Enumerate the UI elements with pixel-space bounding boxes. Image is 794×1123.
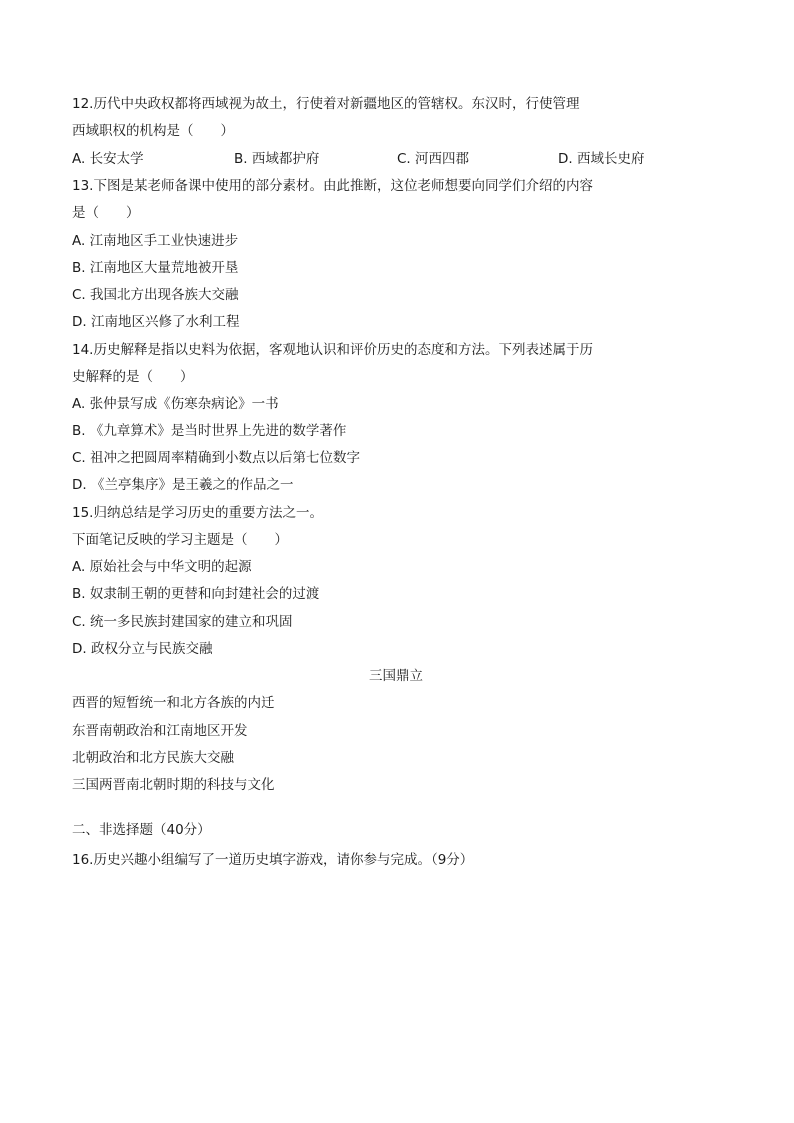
q13-stem-line1: 13.下图是某老师备课中使用的部分素材。由此推断，这位老师想要向同学们介绍的内容 [72, 178, 593, 194]
q14-option-b: B. 《九章算术》是当时世界上先进的数学著作 [72, 423, 347, 439]
q13-option-b: B. 江南地区大量荒地被开垦 [72, 260, 239, 276]
q13-option-c: C. 我国北方出现各族大交融 [72, 287, 239, 303]
q14-option-c: C. 祖冲之把圆周率精确到小数点以后第七位数字 [72, 450, 361, 466]
q12-option-c: C. 河西四郡 [397, 151, 470, 167]
q14-stem-line2: 史解释的是（ ） [72, 369, 194, 385]
q15-stem-line2: 下面笔记反映的学习主题是（ ） [72, 532, 288, 548]
q14-option-d: D. 《兰亭集序》是王羲之的作品之一 [72, 477, 294, 493]
q14-option-a: A. 张仲景写成《伤寒杂病论》一书 [72, 396, 279, 412]
notes-item: 西晋的短暂统一和北方各族的内迁 [72, 695, 275, 711]
q13-stem-line2: 是（ ） [72, 205, 140, 221]
q15-option-d: D. 政权分立与民族交融 [72, 641, 213, 657]
notes-item: 北朝政治和北方民族大交融 [72, 750, 234, 766]
q12-option-d: D. 西域长史府 [558, 151, 645, 167]
q15-option-c: C. 统一多民族封建国家的建立和巩固 [72, 614, 293, 630]
q15-option-a: A. 原始社会与中华文明的起源 [72, 559, 252, 575]
q12-stem-line1: 12.历代中央政权都将西域视为故土，行使着对新疆地区的管辖权。东汉时，行使管理 [72, 96, 580, 112]
q15-stem-line1: 15.归纳总结是学习历史的重要方法之一。 [72, 505, 323, 521]
q12-option-b: B. 西域都护府 [234, 151, 320, 167]
section2-title: 二、非选择题（40分） [72, 822, 211, 838]
q13-option-d: D. 江南地区兴修了水利工程 [72, 314, 240, 330]
q13-option-a: A. 江南地区手工业快速进步 [72, 233, 239, 249]
notes-item: 三国两晋南北朝时期的科技与文化 [72, 777, 275, 793]
q15-option-b: B. 奴隶制王朝的更替和向封建社会的过渡 [72, 586, 320, 602]
notes-item: 东晋南朝政治和江南地区开发 [72, 723, 248, 739]
q16-stem: 16.历史兴趣小组编写了一道历史填字游戏，请你参与完成。（9分） [72, 852, 474, 868]
q12-stem-line2: 西域职权的机构是（ ） [72, 123, 234, 139]
notes-heading: 三国鼎立 [369, 668, 423, 684]
q14-stem-line1: 14.历史解释是指以史料为依据，客观地认识和评价历史的态度和方法。下列表述属于历 [72, 342, 593, 358]
q12-option-a: A. 长安太学 [72, 151, 144, 167]
